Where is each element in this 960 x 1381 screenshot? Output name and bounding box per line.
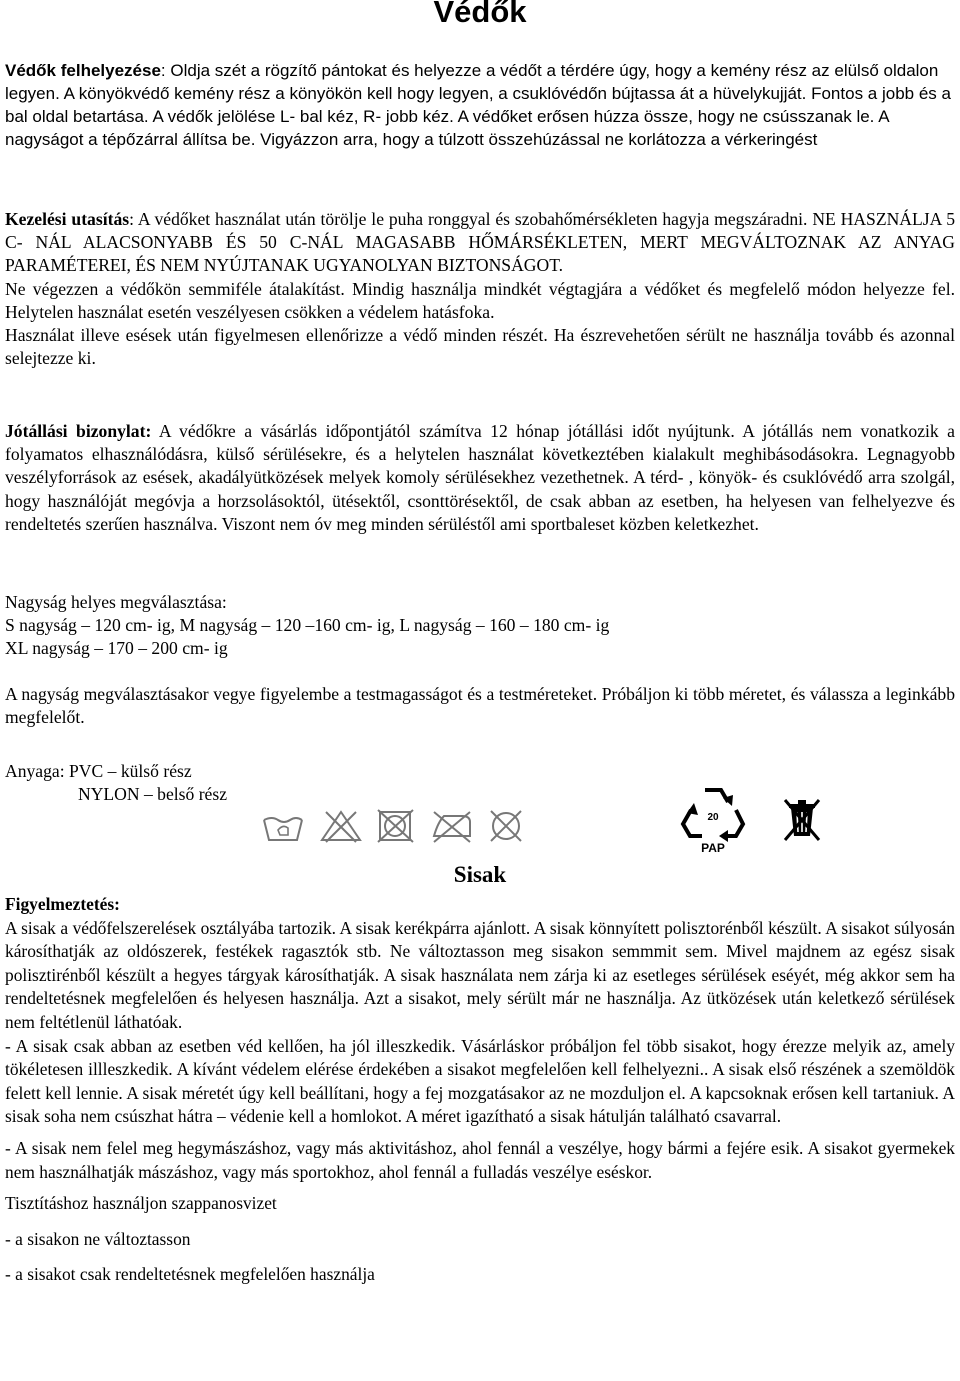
vedok-section bbox=[5, 59, 955, 151]
kezeles-paragraph-2: Ne végezzen a védőkön semmiféle átalakítást. Mindig használja mindkét végtagjára a védőket és megfelelő módon helyezze fel. Helytelen használat esetén veszélyesen csökken a védelem hatásfoka. bbox=[5, 278, 955, 322]
kezeles-text: : A védőket használat után törölje le puha ronggyal és szobahőmérsékleten hagyja megszáradni. NE HASZNÁLJA 5 C- NÁL ALACSONYABB ÉS 50 C-NÁL MAGASABB HŐMÁRSÉKLETEN, MERT MEGVÁLTOZNAK AZ ANYAG PARAMÉTEREI, ÉS NEM NYÚJTANAK UGYANOLYAN BIZTONSÁGOT. bbox=[5, 209, 955, 276]
sisak-paragraph-1: A sisak a védőfelszerelések osztályába tartozik. A sisak kerékpárra ajánlott. A sisak könnyített polisztorénből készült. A sisakot súlyosán károsíthatják az oldószerek, festékek ragasztók stb. Ne változtasson meg sisakon semmmit sem. Mivel majdnem az egész sisak polisztirénből készült a hegyes tárgyak károsíthatják. A sisak használata nem zárja ki az esetleges sérülések eséyét, még akkor sem ha rendeltetésnek megfelelően és helyesen használja. Azt a sisakot, mely sérült már ne használja. Az ütközések után keletkező sérülések nem feltétlenül láthatóak. bbox=[5, 917, 955, 1032]
pap-recycle-icon bbox=[680, 784, 746, 856]
vedok-label: Védők felhelyezése bbox=[5, 61, 161, 80]
spacer bbox=[5, 1216, 955, 1228]
no-dry-clean-icon bbox=[486, 808, 526, 844]
jotallas-label: Jótállási bizonylat: bbox=[5, 421, 152, 441]
sisak-paragraph-5: - a sisakon ne változtasson bbox=[5, 1228, 191, 1249]
recycle-number: 20 bbox=[707, 812, 719, 823]
kezeles-paragraph-3: Használat illeve esések után figyelmesen ellenőrizze a védő minden részét. Ha észrevehetően sérült ne használja tovább és azonnal selejtezze ki. bbox=[5, 325, 955, 369]
sisak-paragraph-3: - A sisak nem felel meg hegymászáshoz, vagy más aktivitáshoz, ahol fennál a veszélye, hogy bármi a fejére esik. A sisakot gyermekek nem használhatják mászáshoz, vagy más sportokhoz, ahol fennál a fulladás veszélye eséskor. bbox=[5, 1137, 955, 1182]
meret-section bbox=[5, 591, 955, 729]
recycle-label: PAP bbox=[701, 841, 725, 855]
no-bleach-icon bbox=[318, 808, 364, 844]
spacer bbox=[5, 1129, 955, 1137]
vedok-text: : Oldja szét a rögzítő pántokat és helyezze a védőt a térdére úgy, hogy a kemény rész az elülső oldalon legyen. A könyökvédő kemény rész a könyökön kell hogy legyen, a csuklóvédőn bújtassa át a hüvelykujját. Fontos a jobb és a bal oldal betartása. A védők jelölése L- bal kéz, R- jobb kéz. A védőket erősen húzza össze, hogy ne csússzanak le. A nagyságot a tépőzárral állítsa be. Vigyázzon arra, hogy a túlzott összehúzással ne korlátozza a vérkeringést bbox=[5, 61, 951, 149]
jotallas-text: A védőkre a vásárlás időpontjától számítva 12 hónap jótállási időt nyújtunk. A jótállás nem vonatkozik a folyamatos elhasználódásra, külső sérülésekre, és a helytelen használat következtében kialakult meghibásodásokra. Legnagyobb veszélyforrások az esések, akadályütközések melyek komoly sérülésekhez vezethetnek. A térd- , könyök- és csuklóvédő arra szolgál, hogy használóját megóvja a horzsolásoktól, ütésektől, csonttörésektől, de csak abban az esetben, ha helyesen van felhelyezve és rendeltetés szerűen használva. Viszont nem óv meg minden sérüléstől ami sportbaleset közben keletkezhet. bbox=[5, 421, 955, 534]
meret-advice: A nagyság megválasztásakor vegye figyelembe a testmagasságot és a testméreteket. Próbáljon ki több méretet, és válassza a leginkább megfelelőt. bbox=[5, 683, 955, 727]
kezeles-paragraph bbox=[5, 208, 955, 278]
sisak-paragraph-6: - a sisakot csak rendeltetésnek megfelelően használja bbox=[5, 1264, 375, 1285]
sisak-paragraph-4: Tisztításhoz használjon szappanosvizet bbox=[5, 1193, 277, 1214]
page-title: Védők bbox=[433, 0, 527, 29]
weee-bin-icon bbox=[780, 796, 824, 842]
meret-heading: Nagyság helyes megválasztása: bbox=[5, 592, 227, 612]
sisak-warning-label: Figyelmeztetés: bbox=[5, 894, 120, 914]
kezeles-section bbox=[5, 208, 955, 370]
care-symbols bbox=[250, 798, 725, 860]
meret-line-1: S nagyság – 120 cm- ig, M nagyság – 120 –160 cm- ig, L nagyság – 160 – 180 cm- ig bbox=[5, 615, 610, 636]
no-tumble-dry-icon bbox=[376, 808, 416, 844]
kezeles-label: Kezelési utasítás bbox=[5, 209, 130, 229]
sisak-section bbox=[5, 893, 955, 1287]
spacer bbox=[5, 661, 955, 683]
jotallas-section bbox=[5, 420, 955, 536]
spacer bbox=[5, 1251, 955, 1263]
no-iron-icon bbox=[428, 808, 476, 844]
anyag-line-2: NYLON – belső rész bbox=[78, 784, 228, 805]
hand-wash-icon bbox=[260, 810, 306, 844]
anyag-line-1: Anyaga: PVC – külső rész bbox=[5, 761, 192, 781]
jotallas-paragraph bbox=[5, 420, 955, 536]
sisak-heading: Sisak bbox=[453, 862, 507, 887]
sisak-paragraph-2: - A sisak csak abban az esetben véd kellően, ha jól illeszkedik. Vásárláskor próbáljon fel több sisakot, hogy érezze melyik az, amely tökéletesen illleszkedik. A kívánt védelem elérése érdekében a sisakot megfelelően kell felhelyezni.. A sisak első részének a szemöldök felett kell lennie. A sisak méretét úgy kell beállítani, hogy a fej mozgatásakor az ne mozduljon el. A kapcsoknak erősen kell tartaniuk. A sisak soha nem csúszhat hátra – védenie kell a homlokot. A méret igazítható a sisak hátulján található csavarral. bbox=[5, 1035, 955, 1127]
spacer bbox=[5, 1184, 955, 1192]
vedok-paragraph bbox=[5, 59, 955, 151]
meret-line-2: XL nagyság – 170 – 200 cm- ig bbox=[5, 638, 228, 659]
